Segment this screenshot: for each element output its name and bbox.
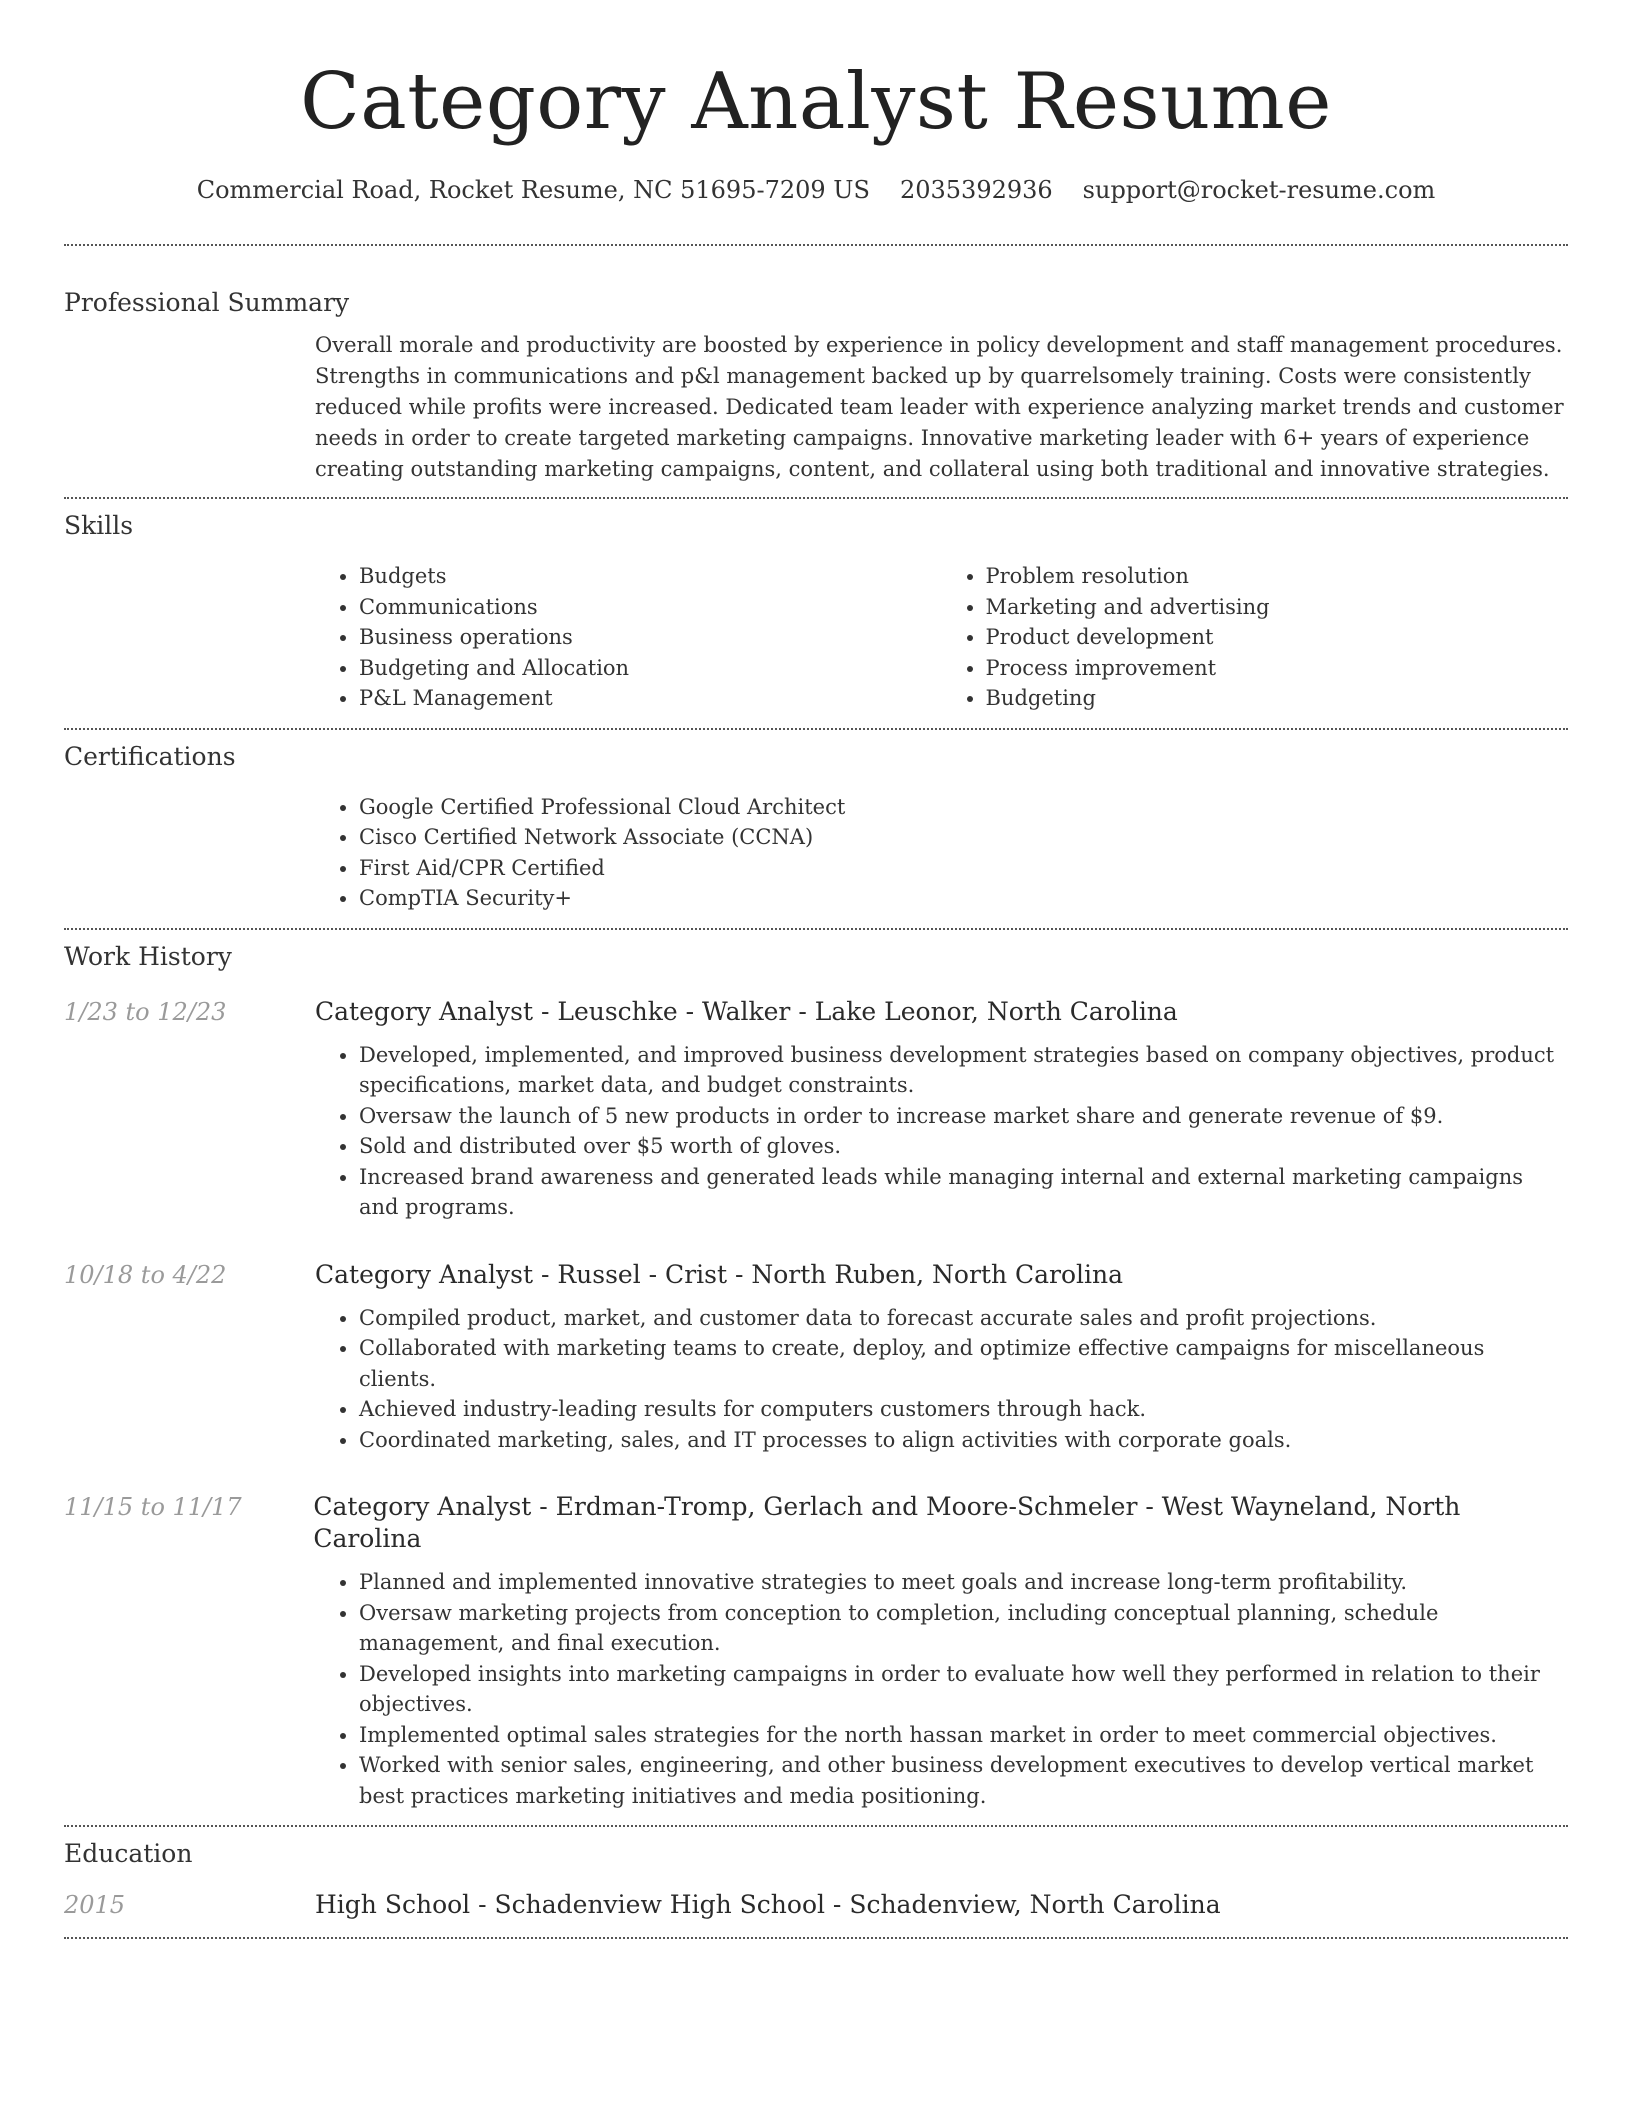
job-entry bbox=[64, 1259, 1568, 1456]
job-title: Category Analyst - Russel - Crist - North Ruben, North Carolina bbox=[315, 1259, 1124, 1289]
education-year: 2015 bbox=[64, 1891, 126, 1919]
certification-item: • First Aid/CPR Certified bbox=[359, 853, 1568, 884]
job-entry bbox=[64, 996, 1568, 1223]
contact-phone: 2035392936 bbox=[899, 176, 1053, 204]
job-bullet: • Collaborated with marketing teams to create, deploy, and optimize effective campaigns for miscellaneous clients. bbox=[359, 1333, 1568, 1394]
divider bbox=[64, 1937, 1568, 1939]
job-bullets bbox=[315, 1040, 1568, 1223]
work-history-section bbox=[64, 940, 1568, 1812]
divider bbox=[64, 928, 1568, 930]
job-entry bbox=[64, 1491, 1568, 1811]
divider bbox=[64, 497, 1568, 499]
skill-item: • Product development bbox=[986, 622, 1569, 653]
section-heading-skills: Skills bbox=[64, 511, 134, 540]
job-bullet: • Implemented optimal sales strategies for the north hassan market in order to meet commercial objectives. bbox=[359, 1720, 1568, 1751]
certification-item: • Cisco Certified Network Associate (CCNA) bbox=[359, 822, 1568, 853]
divider bbox=[64, 728, 1568, 730]
skill-item: • P&L Management bbox=[359, 683, 942, 714]
skills-list-right bbox=[942, 561, 1569, 714]
skill-item: • Budgets bbox=[359, 561, 942, 592]
divider bbox=[64, 1825, 1568, 1827]
summary-text: Overall morale and productivity are boosted by experience in policy development and staff management procedures. Strengths in communications and p&l management backed up by quarrelsomely training. Costs were consistently reduced while profits were increased. Dedicated team leader with experience analyzing market trends and customer needs in order to create targeted marketing campaigns. Innovative marketing leader with 6+ years of experience creating outstanding marketing campaigns, content, and collateral using both traditional and innovative strategies. bbox=[315, 333, 1564, 481]
job-bullet: • Worked with senior sales, engineering, and other business development executives to develop vertical market best practices marketing initiatives and media positioning. bbox=[359, 1750, 1568, 1811]
skill-item: • Problem resolution bbox=[986, 561, 1569, 592]
job-title: Category Analyst - Erdman-Tromp, Gerlach and Moore-Schmeler - West Wayneland, North Carolina bbox=[313, 1492, 1461, 1553]
skill-item: • Budgeting and Allocation bbox=[359, 653, 942, 684]
job-bullets bbox=[315, 1567, 1568, 1811]
job-title: Category Analyst - Leuschke - Walker - Lake Leonor, North Carolina bbox=[315, 996, 1178, 1026]
contact-email: support@rocket-resume.com bbox=[1082, 176, 1436, 204]
section-heading-summary: Professional Summary bbox=[64, 288, 350, 317]
summary-section bbox=[64, 286, 1568, 485]
job-bullet: • Oversaw marketing projects from conception to completion, including conceptual planning, schedule management, and final execution. bbox=[359, 1598, 1568, 1659]
section-heading-work-history: Work History bbox=[64, 941, 232, 971]
certification-item: • Google Certified Professional Cloud Architect bbox=[359, 792, 1568, 823]
certification-item: • CompTIA Security+ bbox=[359, 883, 1568, 914]
job-bullet: • Increased brand awareness and generated leads while managing internal and external marketing campaigns and programs. bbox=[359, 1162, 1568, 1223]
education-section bbox=[64, 1837, 1568, 1921]
job-bullet: • Sold and distributed over $5 worth of gloves. bbox=[359, 1131, 1568, 1162]
divider bbox=[64, 244, 1568, 246]
skill-item: • Business operations bbox=[359, 622, 942, 653]
skills-section bbox=[64, 509, 1568, 714]
certifications-section bbox=[64, 740, 1568, 914]
section-heading-certifications: Certifications bbox=[64, 741, 236, 771]
section-heading-education: Education bbox=[64, 1839, 193, 1868]
skills-list-left bbox=[315, 561, 942, 714]
contact-address: Commercial Road, Rocket Resume, NC 51695-7209 US bbox=[196, 176, 870, 204]
job-bullet: • Oversaw the launch of 5 new products in order to increase market share and generate revenue of $9. bbox=[359, 1101, 1568, 1132]
job-dates: 11/15 to 11/17 bbox=[64, 1493, 242, 1521]
skill-item: • Communications bbox=[359, 592, 942, 623]
contact-line bbox=[64, 174, 1568, 206]
job-bullets bbox=[315, 1303, 1568, 1456]
job-bullet: • Coordinated marketing, sales, and IT processes to align activities with corporate goals. bbox=[359, 1425, 1568, 1456]
job-dates: 10/18 to 4/22 bbox=[64, 1260, 227, 1289]
education-title: High School - Schadenview High School - Schadenview, North Carolina bbox=[315, 1890, 1221, 1919]
job-bullet: • Compiled product, market, and customer data to forecast accurate sales and profit projections. bbox=[359, 1303, 1568, 1334]
job-bullet: • Achieved industry-leading results for computers customers through hack. bbox=[359, 1394, 1568, 1425]
job-dates: 1/23 to 12/23 bbox=[64, 997, 227, 1026]
job-bullet: • Developed, implemented, and improved business development strategies based on company objectives, product specifications, market data, and budget constraints. bbox=[359, 1040, 1568, 1101]
resume-title: Category Analyst Resume bbox=[300, 57, 1332, 147]
resume-page bbox=[64, 0, 1568, 1939]
job-bullet: • Developed insights into marketing campaigns in order to evaluate how well they performed in relation to their objectives. bbox=[359, 1659, 1568, 1720]
skill-item: • Process improvement bbox=[986, 653, 1569, 684]
skill-item: • Marketing and advertising bbox=[986, 592, 1569, 623]
job-bullet: • Planned and implemented innovative strategies to meet goals and increase long-term profitability. bbox=[359, 1567, 1568, 1598]
certifications-list bbox=[315, 792, 1568, 914]
skill-item: • Budgeting bbox=[986, 683, 1569, 714]
